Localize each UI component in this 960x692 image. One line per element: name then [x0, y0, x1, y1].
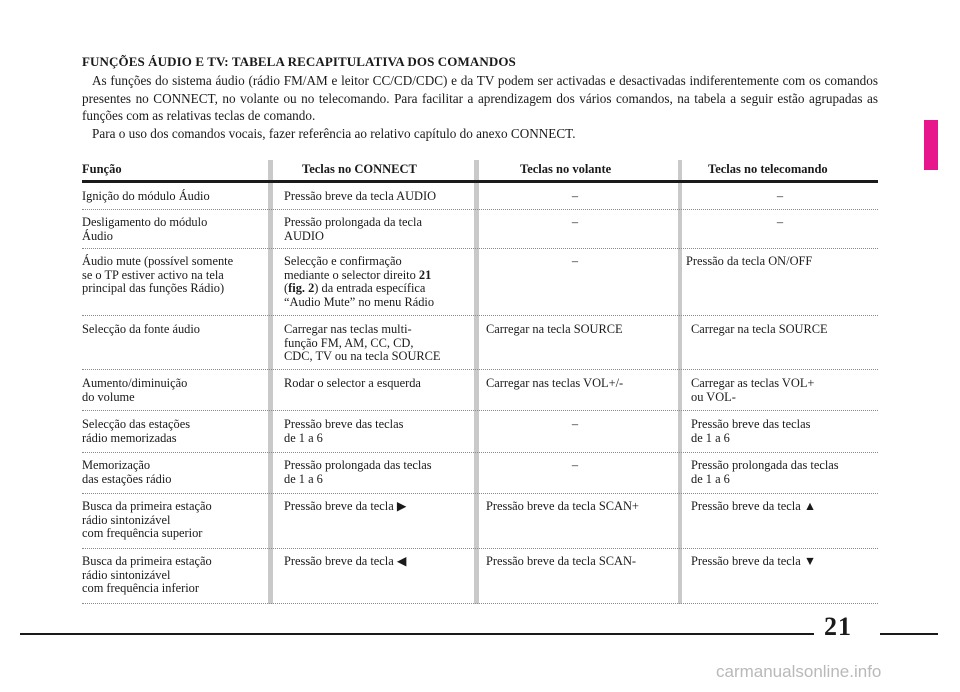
- cell-steering: Carregar nas teclas VOL+/-: [486, 376, 624, 390]
- header-function: Função: [82, 162, 122, 176]
- cell-remote: Pressão breve da tecla ▼: [691, 554, 817, 568]
- intro-paragraph-1: As funções do sistema áudio (rádio FM/AM e leitor CC/CD/CDC) e da TV podem ser activadas e desactivadas indiferentemente com os comandos presentes no CONNECT, no volante ou no telecomando. Para facilitar a aprendizagem dos vários comandos, na tabela a seguir estão agrupadas as funções com as relativas teclas de comando.: [82, 73, 878, 123]
- cell-remote: Pressão da tecla ON/OFF: [686, 254, 813, 268]
- cell-function: Memorização das estações rádio: [82, 458, 172, 486]
- cell-function: Selecção das estações rádio memorizadas: [82, 417, 191, 445]
- cell-connect: Pressão prolongada das teclas de 1 a 6: [284, 458, 432, 486]
- cell-steering: –: [571, 254, 579, 268]
- cell-connect: Pressão breve da tecla ◀: [284, 554, 407, 568]
- section-tab-marker: [924, 120, 938, 170]
- mute-connect-line: ) da entrada específica: [314, 281, 426, 295]
- cell-connect: Carregar nas teclas multi- função FM, AM, CC, CD, CDC, TV ou na tecla SOURCE: [284, 322, 441, 363]
- row-separator: [82, 248, 878, 249]
- mute-connect-line: “Audio Mute” no menu Rádio: [284, 294, 435, 309]
- cell-connect: Pressão breve da tecla ▶: [284, 499, 407, 513]
- intro-paragraph-2: Para o uso dos comandos vocais, fazer referência ao relativo capítulo do anexo CONNECT.: [92, 125, 576, 141]
- cell-function: Áudio mute (possível somente se o TP estiver activo na tela principal das funções Rádio): [82, 254, 234, 295]
- figure-ref: fig. 2: [288, 281, 315, 295]
- cell-remote: Carregar as teclas VOL+ ou VOL-: [691, 376, 815, 404]
- row-separator: [82, 548, 878, 549]
- cell-function: Busca da primeira estação rádio sintonizável com frequência inferior: [82, 554, 212, 595]
- cell-function: Selecção da fonte áudio: [82, 322, 201, 336]
- header-remote: Teclas no telecomando: [708, 162, 828, 176]
- page-number: 21: [824, 612, 852, 641]
- cell-remote: Carregar na tecla SOURCE: [691, 322, 828, 336]
- cell-connect: Pressão breve da tecla AUDIO: [284, 189, 437, 203]
- cell-function: Ignição do módulo Áudio: [82, 189, 210, 203]
- row-separator: [82, 369, 878, 370]
- row-separator: [82, 452, 878, 453]
- mute-connect-line: mediante o selector direito: [284, 267, 419, 282]
- page-heading: FUNÇÕES ÁUDIO E TV: TABELA RECAPITULATIVA DOS COMANDOS: [82, 54, 516, 69]
- cell-steering: –: [571, 215, 579, 229]
- watermark: carmanualsonline.info: [716, 662, 882, 681]
- header-rule: [82, 180, 878, 183]
- intro-text: [82, 72, 878, 142]
- cell-connect: Pressão prolongada da tecla AUDIO: [284, 215, 422, 243]
- cell-steering: Pressão breve da tecla SCAN+: [486, 499, 639, 513]
- cell-function: Aumento/diminuição do volume: [82, 376, 188, 404]
- header-connect: Teclas no CONNECT: [302, 162, 417, 176]
- cell-steering: –: [571, 417, 579, 431]
- row-separator: [82, 410, 878, 411]
- mute-connect-line: (: [284, 281, 289, 295]
- column-divider: [474, 160, 479, 604]
- cell-remote: –: [776, 189, 784, 203]
- cell-connect: Rodar o selector a esquerda: [284, 376, 421, 390]
- cell-remote: –: [776, 215, 784, 229]
- cell-connect: [284, 255, 474, 309]
- row-separator: [82, 493, 878, 494]
- row-separator: [82, 315, 878, 316]
- row-separator: [82, 209, 878, 210]
- cell-function: Desligamento do módulo Áudio: [82, 215, 208, 243]
- row-separator: [82, 603, 878, 604]
- header-steering-wheel: Teclas no volante: [520, 162, 612, 176]
- selector-ref: 21: [418, 267, 432, 282]
- cell-steering: Carregar na tecla SOURCE: [486, 322, 623, 336]
- column-divider: [268, 160, 273, 604]
- cell-function: Busca da primeira estação rádio sintonizável com frequência superior: [82, 499, 212, 540]
- footer-rule-right: [880, 633, 938, 635]
- cell-steering: –: [571, 189, 579, 203]
- cell-remote: Pressão breve das teclas de 1 a 6: [691, 417, 811, 445]
- table-header: [82, 160, 878, 180]
- cell-connect: Pressão breve das teclas de 1 a 6: [284, 417, 404, 445]
- footer-rule-left: [20, 633, 814, 635]
- cell-remote: Pressão prolongada das teclas de 1 a 6: [691, 458, 839, 486]
- cell-remote: Pressão breve da tecla ▲: [691, 499, 817, 513]
- cell-steering: Pressão breve da tecla SCAN-: [486, 554, 637, 568]
- mute-connect-line: Selecção e confirmação: [284, 254, 402, 268]
- cell-steering: –: [571, 458, 579, 472]
